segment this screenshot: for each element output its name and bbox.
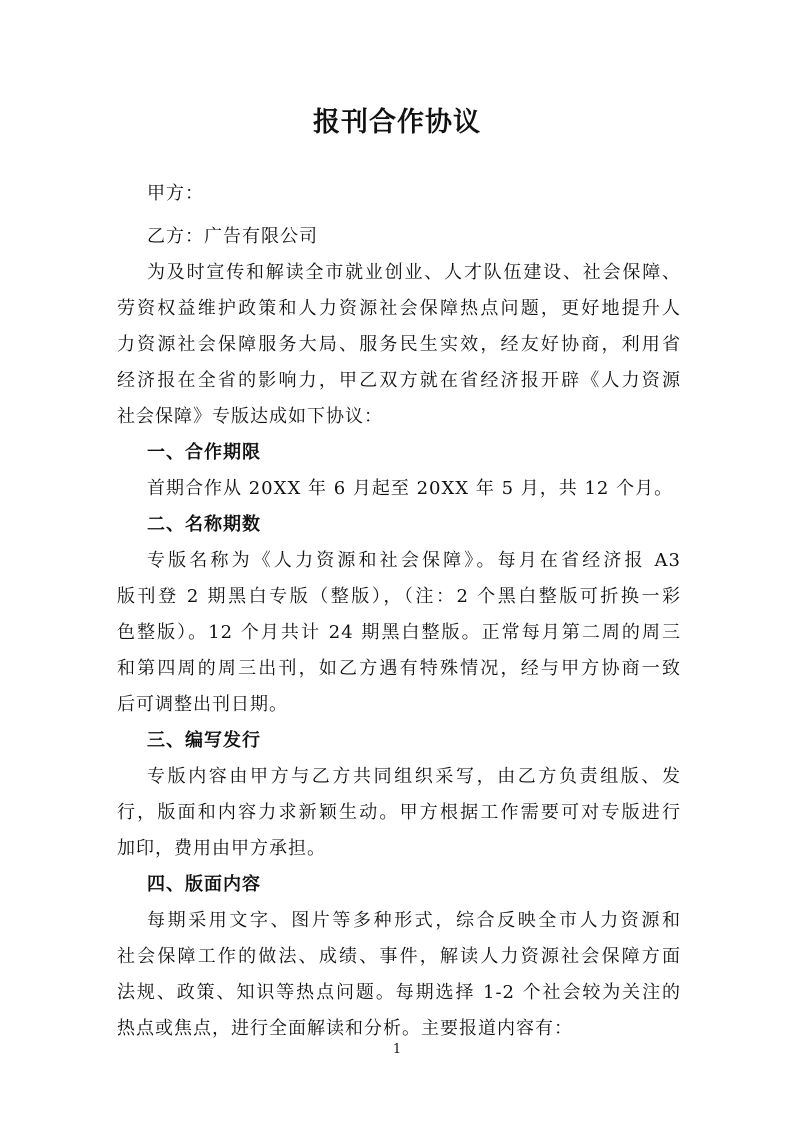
- page-number: 1: [392, 1042, 402, 1057]
- paragraph-line: 专版名称为《人力资源和社会保障》。每月在省经济报 A3: [147, 550, 681, 571]
- paragraph-line: 专版内容由甲方与乙方共同组织采写，由乙方负责组版、发: [147, 766, 681, 787]
- paragraph-line: 力资源社会保障服务大局、服务民生实效，经友好协商，利用省: [117, 334, 681, 355]
- party-b: 乙方：广告有限公司: [147, 226, 318, 247]
- document-body: [117, 176, 681, 1047]
- section-heading: 三、编写发行: [147, 730, 261, 751]
- paragraph-line: 首期合作从 20XX 年 6 月起至 20XX 年 5 月，共 12 个月。: [147, 478, 674, 499]
- paragraph-line: 社会保障》专版达成如下协议：: [117, 406, 383, 427]
- party-a: 甲方：: [147, 183, 204, 204]
- document-title: 报刊合作协议: [313, 107, 481, 138]
- paragraph-line: 版刊登 2 期黑白专版（整版），（注：2 个黑白整版可折换一彩: [117, 586, 681, 607]
- paragraph-line: 行，版面和内容力求新颖生动。甲方根据工作需要可对专版进行: [117, 802, 681, 823]
- paragraph-line: 热点或焦点，进行全面解读和分析。主要报道内容有：: [117, 1018, 573, 1039]
- paragraph-line: 法规、政策、知识等热点问题。每期选择 1-2 个社会较为关注的: [117, 982, 681, 1003]
- paragraph-line: 后可调整出刊日期。: [117, 694, 288, 715]
- paragraph-line: 劳资权益维护政策和人力资源社会保障热点问题，更好地提升人: [117, 298, 681, 319]
- paragraph-line: 和第四周的周三出刊，如乙方遇有特殊情况，经与甲方协商一致: [117, 658, 681, 679]
- paragraph-line: 经济报在全省的影响力，甲乙双方就在省经济报开辟《人力资源: [117, 370, 681, 391]
- section-heading: 四、版面内容: [147, 874, 261, 895]
- intro-paragraph: [117, 255, 681, 435]
- paragraph-line: 为及时宣传和解读全市就业创业、人才队伍建设、社会保障、: [147, 262, 681, 283]
- paragraph-line: 社会保障工作的做法、成绩、事件，解读人力资源社会保障方面: [117, 946, 681, 967]
- paragraph-line: 加印，费用由甲方承担。: [117, 838, 326, 859]
- paragraph-line: 每期采用文字、图片等多种形式，综合反映全市人力资源和: [147, 910, 681, 931]
- section-heading: 二、名称期数: [147, 514, 261, 535]
- section-heading: 一、合作期限: [147, 442, 261, 463]
- paragraph-line: 色整版）。12 个月共计 24 期黑白整版。正常每月第二周的周三: [117, 622, 681, 643]
